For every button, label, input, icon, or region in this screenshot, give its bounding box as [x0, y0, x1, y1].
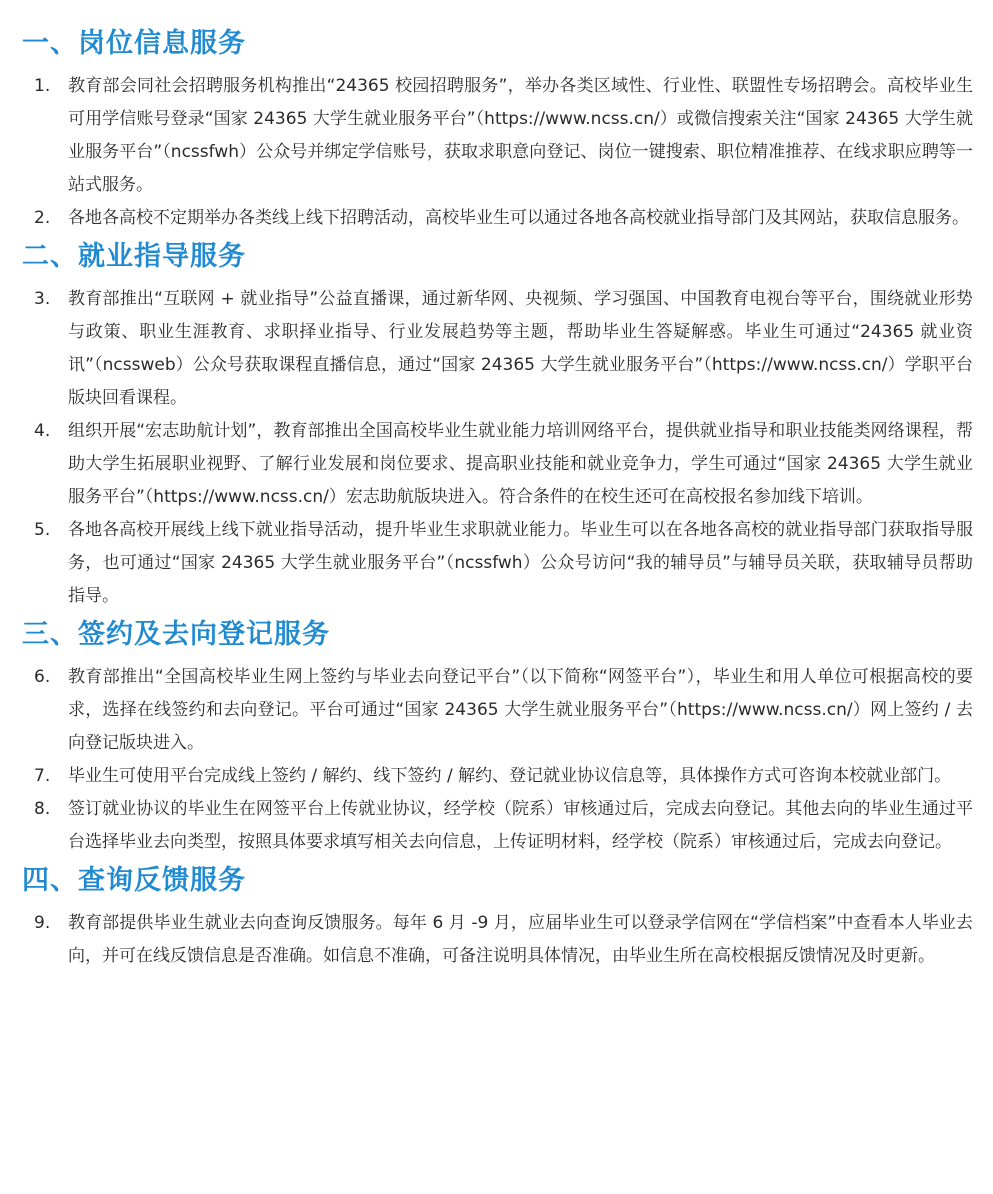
- item-text: 教育部推出“互联网 + 就业指导”公益直播课，通过新华网、央视频、学习强国、中国教育电视台等平台，围绕就业形势与政策、职业生涯教育、求职择业指导、行业发展趋势等主题，帮助毕业生答疑解惑。毕业生可通过“24365 就业资讯”（ncssweb）公众号获取课程直播信息，通过“国家 24365 大学生就业服务平台”（https://www.ncss.cn/）学职平台版块回看课程。: [68, 289, 973, 408]
- list-item: [22, 793, 973, 859]
- list-item: [22, 70, 973, 202]
- item-number: 8.: [34, 799, 51, 819]
- item-list: [22, 661, 973, 859]
- item-text: 教育部会同社会招聘服务机构推出“24365 校园招聘服务”，举办各类区域性、行业性、联盟性专场招聘会。高校毕业生可用学信账号登录“国家 24365 大学生就业服务平台”（https://www.ncss.cn/）或微信搜索关注“国家 24365 大学生就业服务平台”（ncssfwh）公众号并绑定学信账号，获取求职意向登记、岗位一键搜索、职位精准推荐、在线求职应聘等一站式服务。: [68, 76, 973, 195]
- section-job-info: [22, 24, 973, 235]
- list-item: [22, 415, 973, 514]
- item-text: 各地各高校不定期举办各类线上线下招聘活动，高校毕业生可以通过各地各高校就业指导部门及其网站，获取信息服务。: [68, 208, 969, 228]
- list-item: [22, 283, 973, 415]
- item-list: [22, 907, 973, 973]
- item-number: 9.: [34, 913, 51, 933]
- item-number: 4.: [34, 421, 51, 441]
- list-item: [22, 202, 973, 235]
- item-text: 教育部提供毕业生就业去向查询反馈服务。每年 6 月 -9 月，应届毕业生可以登录学信网在“学信档案”中查看本人毕业去向，并可在线反馈信息是否准确。如信息不准确，可备注说明具体情况，由毕业生所在高校根据反馈情况及时更新。: [68, 913, 973, 966]
- item-number: 5.: [34, 520, 51, 540]
- section-query-feedback: [22, 861, 973, 973]
- section-career-guidance: [22, 237, 973, 613]
- section-title: 一、岗位信息服务: [22, 28, 246, 59]
- list-item: [22, 760, 973, 793]
- section-signing-registration: [22, 615, 973, 859]
- section-title: 四、查询反馈服务: [22, 865, 246, 896]
- list-item: [22, 661, 973, 760]
- item-number: 6.: [34, 667, 51, 687]
- item-text: 教育部推出“全国高校毕业生网上签约与毕业去向登记平台”（以下简称“网签平台”），毕业生和用人单位可根据高校的要求，选择在线签约和去向登记。平台可通过“国家 24365 大学生就业服务平台”（https://www.ncss.cn/）网上签约 / 去向登记版块进入。: [68, 667, 973, 753]
- list-item: [22, 907, 973, 973]
- item-list: [22, 70, 973, 235]
- item-text: 各地各高校开展线上线下就业指导活动，提升毕业生求职就业能力。毕业生可以在各地各高校的就业指导部门获取指导服务，也可通过“国家 24365 大学生就业服务平台”（ncssfwh）公众号访问“我的辅导员”与辅导员关联，获取辅导员帮助指导。: [68, 520, 973, 606]
- item-number: 7.: [34, 766, 51, 786]
- item-text: 毕业生可使用平台完成线上签约 / 解约、线下签约 / 解约、登记就业协议信息等，具体操作方式可咨询本校就业部门。: [68, 766, 952, 786]
- item-text: 签订就业协议的毕业生在网签平台上传就业协议，经学校（院系）审核通过后，完成去向登记。其他去向的毕业生通过平台选择毕业去向类型，按照具体要求填写相关去向信息，上传证明材料，经学校（院系）审核通过后，完成去向登记。: [68, 799, 973, 852]
- section-title: 二、就业指导服务: [22, 241, 246, 272]
- section-title: 三、签约及去向登记服务: [22, 619, 330, 650]
- item-list: [22, 283, 973, 613]
- list-item: [22, 514, 973, 613]
- item-number: 3.: [34, 289, 51, 309]
- item-number: 1.: [34, 76, 51, 96]
- item-text: 组织开展“宏志助航计划”，教育部推出全国高校毕业生就业能力培训网络平台，提供就业指导和职业技能类网络课程，帮助大学生拓展职业视野、了解行业发展和岗位要求、提高职业技能和就业竞争力，学生可通过“国家 24365 大学生就业服务平台”（https://www.ncss.cn/）宏志助航版块进入。符合条件的在校生还可在高校报名参加线下培训。: [68, 421, 973, 507]
- item-number: 2.: [34, 208, 51, 228]
